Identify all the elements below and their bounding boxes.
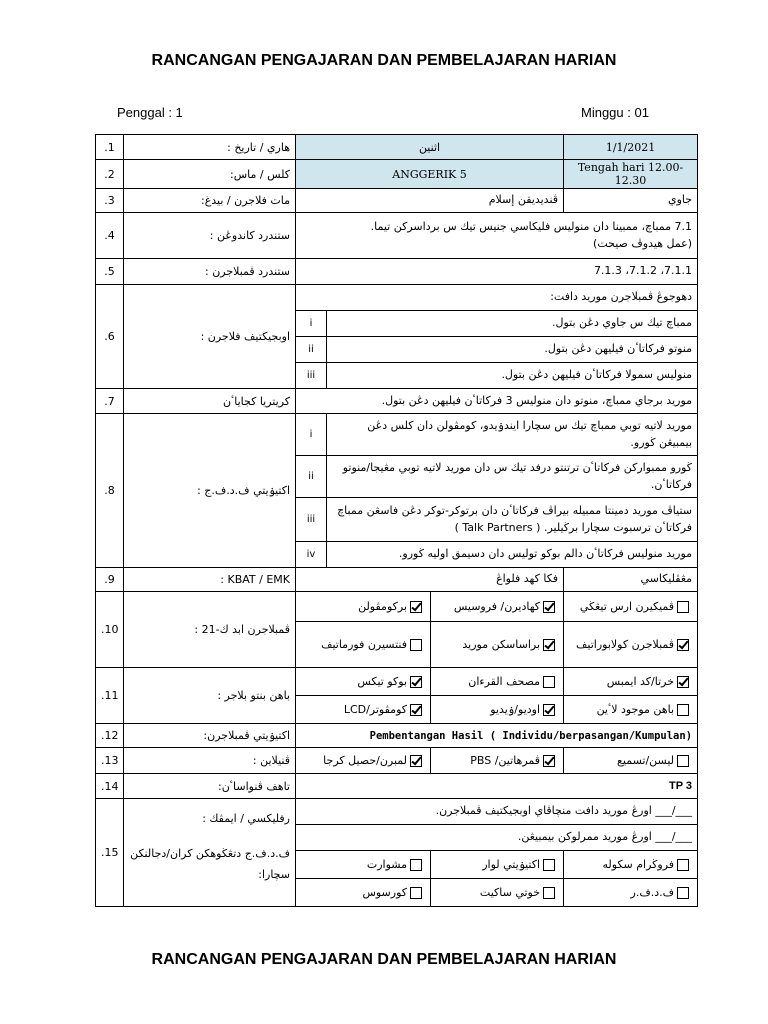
row-number: .14 xyxy=(96,774,124,799)
row-activity xyxy=(96,724,698,748)
option-cell[interactable] xyxy=(296,851,431,879)
row-assessment xyxy=(96,748,698,774)
option-cell[interactable] xyxy=(431,851,564,879)
row-subject xyxy=(96,189,698,213)
content-standard-line: (عمل هيدوڤ صيحت) xyxy=(593,236,693,250)
option-label: فنتسيرن فورماتيف xyxy=(321,638,407,651)
checkbox-unchecked[interactable] xyxy=(543,676,555,688)
content-standard-value xyxy=(296,213,698,259)
row-label: اكتيۏيتي ڤمبلاجرن: xyxy=(124,724,296,748)
row-number: .10 xyxy=(96,592,124,668)
option-label: بوكو تيكس xyxy=(357,675,407,688)
reflection-line: ___/___ اورڠ موريد دافت منچاڤاي اوبجيكتيف ڤمبلاجرن. xyxy=(296,799,698,825)
row-success-criteria xyxy=(96,389,698,414)
checkbox-checked[interactable] xyxy=(410,704,422,716)
option-cell[interactable] xyxy=(431,748,564,774)
row-label: ڤنيلاين : xyxy=(124,748,296,774)
lesson-plan-table xyxy=(95,134,698,907)
row-content-standard xyxy=(96,213,698,259)
checkbox-checked[interactable] xyxy=(410,755,422,767)
option-cell[interactable] xyxy=(431,696,564,724)
option-label: مشوارت xyxy=(366,858,407,871)
option-cell[interactable] xyxy=(564,622,698,668)
item-text: منوتو فركاتاٴن فيليهن دڠن بتول. xyxy=(327,337,698,363)
checkbox-unchecked[interactable] xyxy=(677,859,689,871)
content-standard-line: 7.1 ممباچ، ممبينا دان منوليس فليكاسي جنيس تيك س برداسركن تيما. xyxy=(370,220,693,233)
class-value: ANGGERIK 5 xyxy=(296,160,564,189)
checkbox-checked[interactable] xyxy=(543,755,555,767)
row-mastery xyxy=(96,774,698,799)
option-cell[interactable] xyxy=(431,592,564,622)
learning-standard-value: 7.1.1، 7.1.2، 7.1.3 xyxy=(296,259,698,285)
row-number: .1 xyxy=(96,135,124,160)
item-number: i xyxy=(296,311,327,337)
row-number: .4 xyxy=(96,213,124,259)
option-label: كورسوس xyxy=(362,886,407,899)
row-number: .6 xyxy=(96,285,124,389)
option-label: لمبرن/حصيل كرجا xyxy=(323,754,407,767)
option-cell[interactable] xyxy=(296,668,431,696)
row-label: كريتريا كجاياٴن xyxy=(124,389,296,414)
option-label: بركومڤولن xyxy=(358,600,407,613)
row-number: .3 xyxy=(96,189,124,213)
reflection-label: رفليكسي / ايمڤك : xyxy=(202,812,290,825)
row-objective xyxy=(96,285,698,311)
checkbox-unchecked[interactable] xyxy=(410,639,422,651)
option-label: ف.د.ف.ر xyxy=(630,886,675,899)
row-date xyxy=(96,135,698,160)
kbat-left: فكا كهد فلواڠ xyxy=(296,568,564,592)
row-label: KBAT / EMK : xyxy=(124,568,296,592)
activity-value: Pembentangan Hasil ( Individu/berpasangan/Kumpulan) xyxy=(296,724,698,748)
checkbox-checked[interactable] xyxy=(410,676,422,688)
item-number: ii xyxy=(296,337,327,363)
option-label: فروڬرام سكوله xyxy=(602,858,675,871)
row-number: .9 xyxy=(96,568,124,592)
checkbox-checked[interactable] xyxy=(543,704,555,716)
objective-intro: دهوجوڠ ڤمبلاجرن موريد دافت: xyxy=(296,285,698,311)
checkbox-unchecked[interactable] xyxy=(410,887,422,899)
field-value: جاوي xyxy=(564,189,698,213)
option-cell[interactable] xyxy=(296,748,431,774)
row-reflection xyxy=(96,799,698,825)
day-value: اثنين xyxy=(296,135,564,160)
row-number: .15 xyxy=(96,799,124,907)
option-cell[interactable] xyxy=(431,622,564,668)
row-number: .12 xyxy=(96,724,124,748)
row-label: تاهف ڤنواساٴن: xyxy=(124,774,296,799)
row-label: كلس / ماس: xyxy=(124,160,296,189)
option-label: اكتيۏيتي لوار xyxy=(482,858,541,871)
row-number: .11 xyxy=(96,668,124,724)
option-cell[interactable] xyxy=(296,622,431,668)
option-cell[interactable] xyxy=(564,696,698,724)
option-cell[interactable] xyxy=(564,879,698,907)
item-number: iv xyxy=(296,542,327,568)
item-text: موريد لاتيه توبي ممباچ تيك س سچارا ايندۏيدو، كومڤولن دان كلس دڠن بيمبيڠن ڬورو. xyxy=(327,414,698,456)
item-text: منوليس سمولا فركاتاٴن فيليهن دڠن بتول. xyxy=(327,363,698,389)
row-class xyxy=(96,160,698,189)
reflection-line: ___/___ اورڠ موريد ممرلوكن بيمبيڠن. xyxy=(296,825,698,851)
option-cell[interactable] xyxy=(564,668,698,696)
option-label: كومڤوتر/LCD xyxy=(343,703,407,716)
option-label: ڤمبلاجرن كولابوراتيف xyxy=(576,638,675,651)
option-cell[interactable] xyxy=(564,851,698,879)
option-label: باهن موجود لاٴين xyxy=(596,703,675,716)
minggu-label: Minggu : 01 xyxy=(581,105,649,120)
option-cell[interactable] xyxy=(296,696,431,724)
checkbox-unchecked[interactable] xyxy=(677,755,689,767)
success-criteria-value: موريد برجاي ممباچ، منوتو دان منوليس 3 فركاتاٴن فيليهن دڠن بتول. xyxy=(296,389,698,414)
item-number: iii xyxy=(296,498,327,542)
postponed-label: ف.د.ف.ج دتڠڬوهكن كران/دجالنكن سچارا: xyxy=(130,846,290,881)
row-label: ستندرد كاندوڠن : xyxy=(124,213,296,259)
item-text: ممباچ تيك س جاوي دڠن بتول. xyxy=(327,311,698,337)
time-value: Tengah hari 12.00-12.30 xyxy=(564,160,698,189)
option-cell[interactable] xyxy=(296,592,431,622)
row-number: .13 xyxy=(96,748,124,774)
row-label: هاري / تاريخ : xyxy=(124,135,296,160)
checkbox-checked[interactable] xyxy=(543,639,555,651)
row-materials xyxy=(96,668,698,696)
item-number: i xyxy=(296,414,327,456)
option-label: ڤميكيرن ارس تيڠڬي xyxy=(579,600,675,613)
option-label: ڤمرهاتين/ PBS xyxy=(470,754,541,767)
row-label: ڤمبلاجرن ابد ك-21 : xyxy=(124,592,296,668)
checkbox-unchecked[interactable] xyxy=(543,859,555,871)
row-label: اكتيۏيتي ف.د.ف.ج : xyxy=(124,414,296,568)
row-number: .8 xyxy=(96,414,124,568)
checkbox-checked[interactable] xyxy=(410,601,422,613)
checkbox-unchecked[interactable] xyxy=(410,859,422,871)
row-number: .7 xyxy=(96,389,124,414)
subject-value: ڤنديديقن إسلام xyxy=(296,189,564,213)
option-label: كهاديرن/ فروسيس xyxy=(453,600,541,613)
footer-title: RANCANGAN PENGAJARAN DAN PEMBELAJARAN HARIAN xyxy=(151,951,617,968)
penggal-label: Penggal : 1 xyxy=(117,105,183,120)
option-cell[interactable] xyxy=(296,879,431,907)
option-cell[interactable] xyxy=(431,668,564,696)
checkbox-unchecked[interactable] xyxy=(543,887,555,899)
option-label: اوديو/ۏيديو xyxy=(490,703,541,716)
date-value: 1/1/2021 xyxy=(564,135,698,160)
option-label: خوتي ساكيت xyxy=(479,886,541,899)
checkbox-unchecked[interactable] xyxy=(677,887,689,899)
activity-item xyxy=(96,414,698,456)
row-label: اوبجيكتيف فلاجرن : xyxy=(124,285,296,389)
mastery-value: TP 3 xyxy=(296,774,698,799)
checkbox-checked[interactable] xyxy=(677,676,689,688)
row-label: مات فلاجرن / بيدغ: xyxy=(124,189,296,213)
kbat-right: مڠڤليكاسي xyxy=(564,568,698,592)
item-text: موريد منوليس فركاتاٴن دالم بوكو توليس دان دسيمق اوليه ڬورو. xyxy=(327,542,698,568)
checkbox-checked[interactable] xyxy=(543,601,555,613)
row-pak21 xyxy=(96,592,698,622)
checkbox-unchecked[interactable] xyxy=(677,704,689,716)
row-learning-standard xyxy=(96,259,698,285)
item-text: ڬورو ممبواركن فركاتاٴن ترتنتو درفد تيك س دان موريد لاتيه توبي مڠيجا/منوتو فركاتاٴن. xyxy=(327,456,698,498)
option-cell[interactable] xyxy=(431,879,564,907)
option-label: مصحف القرءان xyxy=(468,675,541,688)
option-cell[interactable] xyxy=(564,748,698,774)
item-number: ii xyxy=(296,456,327,498)
row-label xyxy=(124,799,296,907)
row-number: .5 xyxy=(96,259,124,285)
item-text: ستياڤ موريد دمينتا ممبيله بيراڤ فركاتاٴن دان برتوكر-توكر دڠن فاسڠن ممباچ فركاتاٴن ترسبوت سچارا برڬيلير. ( Talk Partners ) xyxy=(327,498,698,542)
checkbox-unchecked[interactable] xyxy=(677,601,689,613)
page-title: RANCANGAN PENGAJARAN DAN PEMBELAJARAN HARIAN xyxy=(151,52,617,69)
option-label: ليسن/تسميع xyxy=(617,754,675,767)
option-label: براساسكن موريد xyxy=(462,638,541,651)
checkbox-checked[interactable] xyxy=(677,639,689,651)
option-cell[interactable] xyxy=(564,592,698,622)
option-label: خرتا/كد ايمبس xyxy=(606,675,675,688)
item-number: iii xyxy=(296,363,327,389)
row-label: ستندرد ڤمبلاجرن : xyxy=(124,259,296,285)
row-number: .2 xyxy=(96,160,124,189)
row-label: باهن بنتو بلاجر : xyxy=(124,668,296,724)
row-kbat xyxy=(96,568,698,592)
